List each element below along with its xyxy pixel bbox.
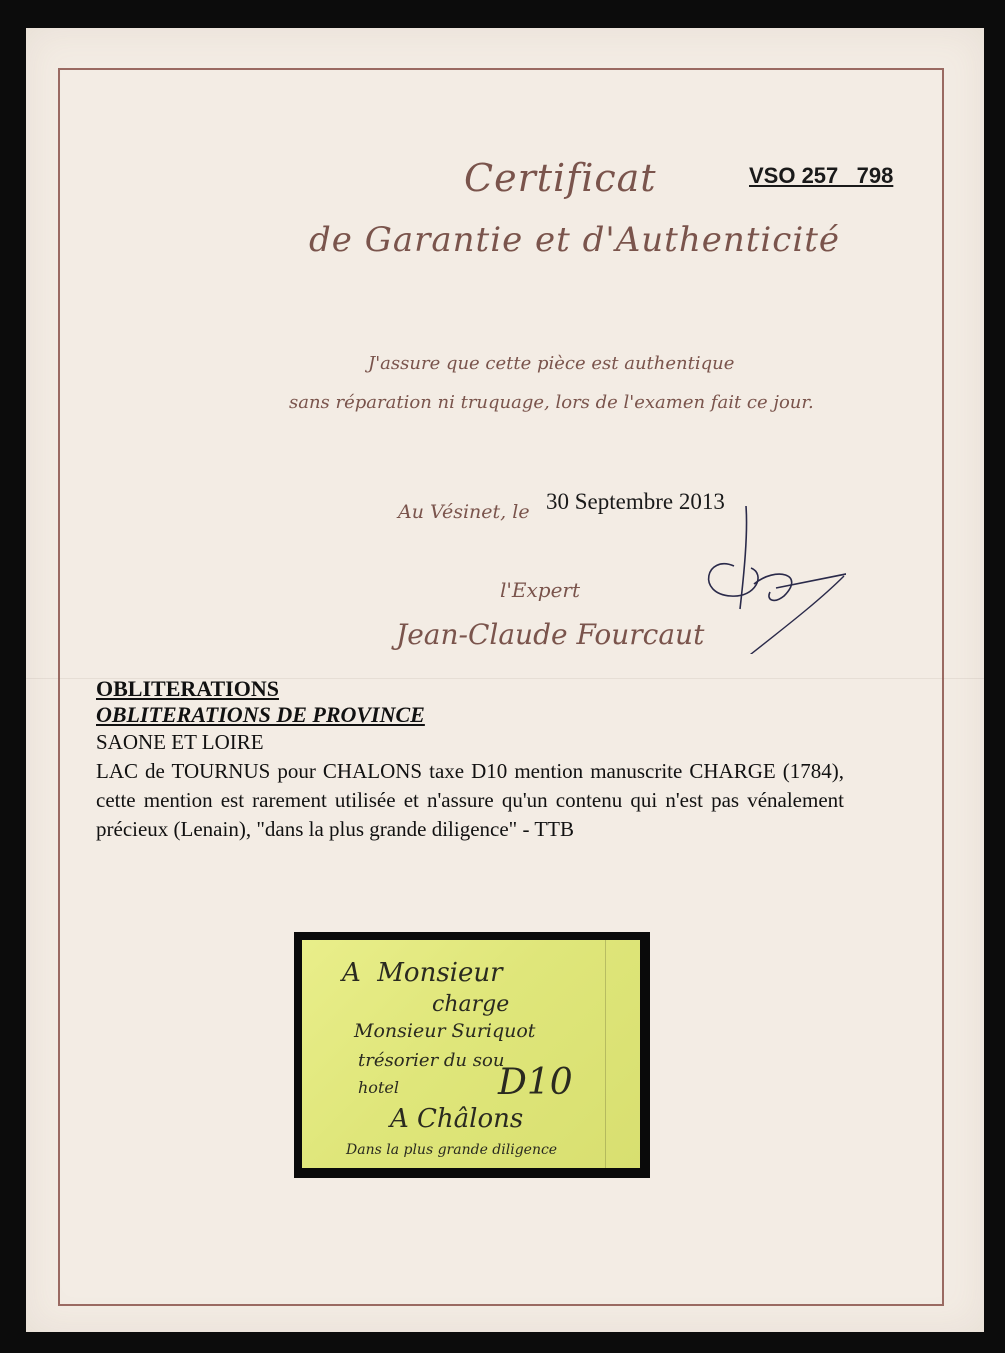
description-region: SAONE ET LOIRE — [96, 730, 264, 754]
place-label: Au Vésinet, le — [398, 501, 530, 523]
certificate-title: Certificat — [464, 156, 657, 200]
letter-photo — [294, 932, 650, 1178]
certificate-subtitle: de Garantie et d'Authenticité — [309, 220, 840, 260]
certificate-paper — [26, 28, 984, 1332]
attestation-line-1: J'assure que cette pièce est authentique — [368, 353, 735, 374]
handwriting-treasurer: trésorier du sou — [358, 1050, 505, 1071]
handwriting-charge: charge — [432, 992, 510, 1017]
description-text: LAC de TOURNUS pour CHALONS taxe D10 mention manuscrite CHARGE (1784), cette mention est rarement utilisée et n'assure qu'un contenu qui n'est pas vénalement précieux (Lenain), "dans la plus grande diligence" - TTB — [96, 759, 844, 841]
folded-letter-image — [302, 940, 640, 1168]
attestation-line-2: sans réparation ni truquage, lors de l'examen fait ce jour. — [289, 392, 814, 413]
certificate-date: 30 Septembre 2013 — [546, 489, 725, 514]
lot-description — [96, 676, 844, 844]
handwriting-addressee: Monsieur Suriquot — [354, 1020, 536, 1042]
expert-name: Jean-Claude Fourcaut — [396, 618, 705, 651]
certificate-reference: VSO 257 798 — [749, 163, 894, 188]
handwriting-chalons: A Châlons — [390, 1104, 524, 1134]
expert-role: l'Expert — [500, 578, 581, 602]
description-heading: OBLITERATIONS — [96, 676, 279, 701]
handwriting-hotel: hotel — [358, 1078, 399, 1097]
handwriting-tax-d10: D10 — [498, 1062, 573, 1103]
description-subheading: OBLITERATIONS DE PROVINCE — [96, 702, 425, 727]
letter-fold — [605, 940, 606, 1168]
handwriting-diligence: Dans la plus grande diligence — [346, 1142, 558, 1158]
expert-signature — [696, 504, 846, 654]
handwriting-a-monsieur: A Monsieur — [342, 958, 503, 988]
